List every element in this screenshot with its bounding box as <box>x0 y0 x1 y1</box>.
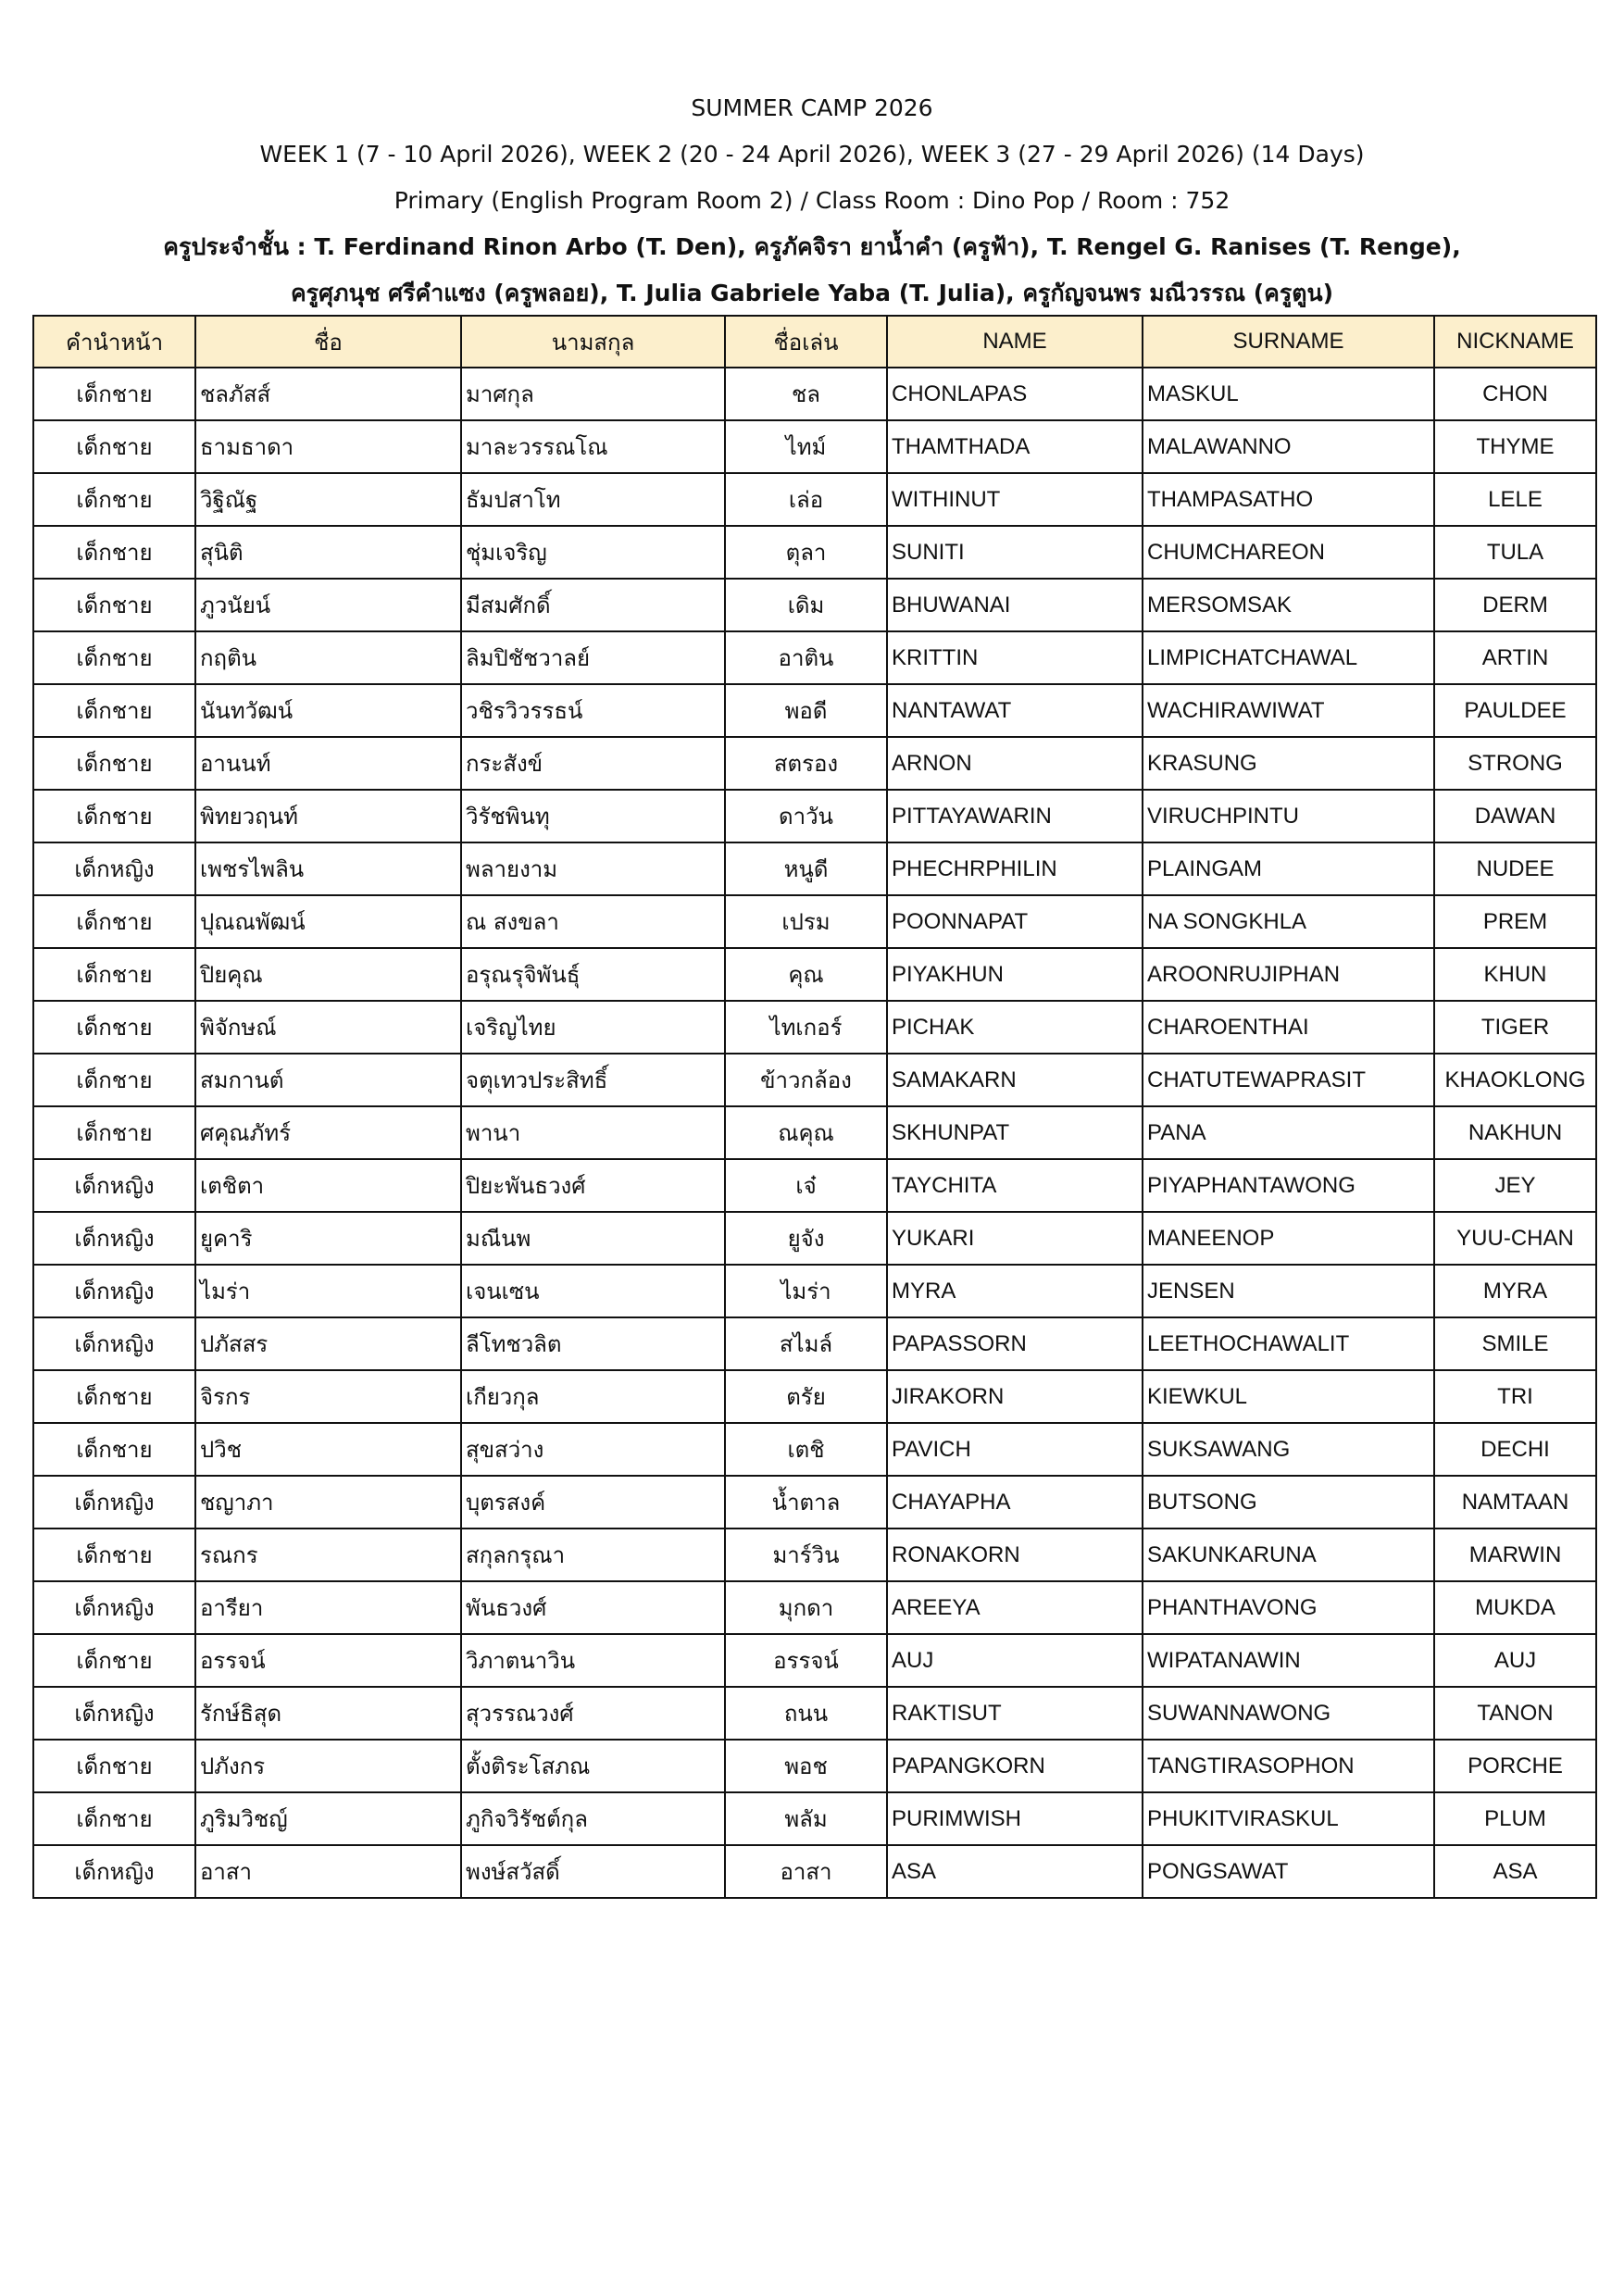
surname-cell: MANEENOP <box>1143 1212 1434 1265</box>
table-row <box>33 1740 1596 1792</box>
prefix-cell: เด็กชาย <box>33 790 195 842</box>
name-cell: PICHAK <box>887 1001 1143 1054</box>
nickname-cell: AUJ <box>1434 1634 1596 1687</box>
prefix-cell: เด็กหญิง <box>33 1159 195 1212</box>
nickname-cell: DECHI <box>1434 1423 1596 1476</box>
nickname-cell: NAKHUN <box>1434 1106 1596 1159</box>
surname-cell: CHUMCHAREON <box>1143 526 1434 579</box>
name-cell: NANTAWAT <box>887 684 1143 737</box>
thai-first-name-cell: ปุณณพัฒน์ <box>195 895 461 948</box>
thai-surname-cell: ลิมปิชัชวาลย์ <box>461 631 725 684</box>
thai-nickname-cell: เดิม <box>725 579 887 631</box>
prefix-cell: เด็กชาย <box>33 1792 195 1845</box>
camp-weeks: WEEK 1 (7 - 10 April 2026), WEEK 2 (20 - 24 April 2026), WEEK 3 (27 - 29 April 2026) (14 Days) <box>259 141 1365 168</box>
name-cell: PITTAYAWARIN <box>887 790 1143 842</box>
thai-surname-cell: มาศกุล <box>461 368 725 420</box>
thai-nickname-cell: สไมล์ <box>725 1317 887 1370</box>
name-cell: CHAYAPHA <box>887 1476 1143 1529</box>
column-header-thai-nickname: ชื่อเล่น <box>725 316 887 368</box>
thai-nickname-cell: อาสา <box>725 1845 887 1898</box>
table-row <box>33 1529 1596 1581</box>
thai-nickname-cell: ณคุณ <box>725 1106 887 1159</box>
thai-surname-cell: จตุเทวประสิทธิ์ <box>461 1054 725 1106</box>
name-cell: BHUWANAI <box>887 579 1143 631</box>
document-title: SUMMER CAMP 2026 <box>691 94 933 121</box>
thai-first-name-cell: ยูคาริ <box>195 1212 461 1265</box>
program-info: Primary (English Program Room 2) / Class Room : Dino Pop / Room : 752 <box>394 187 1230 214</box>
thai-first-name-cell: สุนิติ <box>195 526 461 579</box>
surname-cell: CHATUTEWAPRASIT <box>1143 1054 1434 1106</box>
name-cell: TAYCHITA <box>887 1159 1143 1212</box>
prefix-cell: เด็กชาย <box>33 1529 195 1581</box>
table-row <box>33 842 1596 895</box>
prefix-cell: เด็กชาย <box>33 1423 195 1476</box>
nickname-cell: JEY <box>1434 1159 1596 1212</box>
nickname-cell: ASA <box>1434 1845 1596 1898</box>
thai-nickname-cell: ชล <box>725 368 887 420</box>
prefix-cell: เด็กชาย <box>33 1634 195 1687</box>
prefix-cell: เด็กชาย <box>33 1001 195 1054</box>
thai-nickname-cell: พอช <box>725 1740 887 1792</box>
nickname-cell: KHUN <box>1434 948 1596 1001</box>
thai-nickname-cell: เตชิ <box>725 1423 887 1476</box>
table-row <box>33 1159 1596 1212</box>
table-row <box>33 1634 1596 1687</box>
thai-first-name-cell: ชลภัสส์ <box>195 368 461 420</box>
name-cell: PHECHRPHILIN <box>887 842 1143 895</box>
thai-surname-cell: พลายงาม <box>461 842 725 895</box>
table-header-row <box>33 316 1596 368</box>
name-cell: SAMAKARN <box>887 1054 1143 1106</box>
table-row <box>33 526 1596 579</box>
surname-cell: TANGTIRASOPHON <box>1143 1740 1434 1792</box>
prefix-cell: เด็กชาย <box>33 526 195 579</box>
column-header-prefix: คำนำหน้า <box>33 316 195 368</box>
nickname-cell: TANON <box>1434 1687 1596 1740</box>
thai-surname-cell: ภูกิจวิรัชต์กุล <box>461 1792 725 1845</box>
prefix-cell: เด็กหญิง <box>33 1845 195 1898</box>
nickname-cell: PORCHE <box>1434 1740 1596 1792</box>
table-row <box>33 1687 1596 1740</box>
thai-first-name-cell: อรรจน์ <box>195 1634 461 1687</box>
thai-surname-cell: มีสมศักดิ์ <box>461 579 725 631</box>
thai-nickname-cell: อรรจน์ <box>725 1634 887 1687</box>
thai-surname-cell: ปิยะพันธวงศ์ <box>461 1159 725 1212</box>
thai-first-name-cell: อานนท์ <box>195 737 461 790</box>
prefix-cell: เด็กชาย <box>33 368 195 420</box>
table-row <box>33 1265 1596 1317</box>
nickname-cell: LELE <box>1434 473 1596 526</box>
thai-nickname-cell: ไทเกอร์ <box>725 1001 887 1054</box>
thai-nickname-cell: มุกดา <box>725 1581 887 1634</box>
nickname-cell: NAMTAAN <box>1434 1476 1596 1529</box>
thai-first-name-cell: นันทวัฒน์ <box>195 684 461 737</box>
column-header-nickname: NICKNAME <box>1434 316 1596 368</box>
name-cell: CHONLAPAS <box>887 368 1143 420</box>
surname-cell: LEETHOCHAWALIT <box>1143 1317 1434 1370</box>
surname-cell: KRASUNG <box>1143 737 1434 790</box>
thai-surname-cell: ชุ่มเจริญ <box>461 526 725 579</box>
name-cell: KRITTIN <box>887 631 1143 684</box>
thai-first-name-cell: อาสา <box>195 1845 461 1898</box>
nickname-cell: MUKDA <box>1434 1581 1596 1634</box>
thai-first-name-cell: รักษ์ธิสุด <box>195 1687 461 1740</box>
prefix-cell: เด็กหญิง <box>33 1265 195 1317</box>
column-header-name: NAME <box>887 316 1143 368</box>
surname-cell: PLAINGAM <box>1143 842 1434 895</box>
thai-first-name-cell: สมกานต์ <box>195 1054 461 1106</box>
name-cell: MYRA <box>887 1265 1143 1317</box>
surname-cell: SUKSAWANG <box>1143 1423 1434 1476</box>
thai-surname-cell: พงษ์สวัสดิ์ <box>461 1845 725 1898</box>
nickname-cell: TRI <box>1434 1370 1596 1423</box>
prefix-cell: เด็กหญิง <box>33 1317 195 1370</box>
table-row <box>33 1792 1596 1845</box>
thai-first-name-cell: ศคุณภัทร์ <box>195 1106 461 1159</box>
prefix-cell: เด็กชาย <box>33 1106 195 1159</box>
nickname-cell: SMILE <box>1434 1317 1596 1370</box>
thai-surname-cell: มณีนพ <box>461 1212 725 1265</box>
nickname-cell: TULA <box>1434 526 1596 579</box>
name-cell: SKHUNPAT <box>887 1106 1143 1159</box>
thai-first-name-cell: ธามธาดา <box>195 420 461 473</box>
prefix-cell: เด็กหญิง <box>33 1687 195 1740</box>
thai-nickname-cell: ตรัย <box>725 1370 887 1423</box>
table-row <box>33 684 1596 737</box>
thai-nickname-cell: ข้าวกล้อง <box>725 1054 887 1106</box>
name-cell: POONNAPAT <box>887 895 1143 948</box>
table-row <box>33 895 1596 948</box>
thai-first-name-cell: วิฐิณัฐ <box>195 473 461 526</box>
thai-first-name-cell: รณกร <box>195 1529 461 1581</box>
thai-nickname-cell: ตุลา <box>725 526 887 579</box>
surname-cell: PANA <box>1143 1106 1434 1159</box>
table-row <box>33 1845 1596 1898</box>
homeroom-teachers-line-2: ครูศุภนุช ศรีคำแซง (ครูพลอย), T. Julia Gabriele Yaba (T. Julia), ครูกัญจนพร มณีวรรณ (ครูตูน) <box>290 280 1334 306</box>
thai-nickname-cell: เปรม <box>725 895 887 948</box>
thai-surname-cell: เจริญไทย <box>461 1001 725 1054</box>
thai-first-name-cell: ชญาภา <box>195 1476 461 1529</box>
prefix-cell: เด็กชาย <box>33 684 195 737</box>
table-row <box>33 1423 1596 1476</box>
nickname-cell: YUU-CHAN <box>1434 1212 1596 1265</box>
surname-cell: NA SONGKHLA <box>1143 895 1434 948</box>
table-row <box>33 579 1596 631</box>
thai-first-name-cell: ภูวนัยน์ <box>195 579 461 631</box>
name-cell: PAPANGKORN <box>887 1740 1143 1792</box>
surname-cell: PHUKITVIRASKUL <box>1143 1792 1434 1845</box>
table-row <box>33 1212 1596 1265</box>
nickname-cell: CHON <box>1434 368 1596 420</box>
thai-surname-cell: อรุณรุจิพันธุ์ <box>461 948 725 1001</box>
thai-nickname-cell: ไมร่า <box>725 1265 887 1317</box>
prefix-cell: เด็กชาย <box>33 579 195 631</box>
thai-surname-cell: สุวรรณวงศ์ <box>461 1687 725 1740</box>
column-header-surname: SURNAME <box>1143 316 1434 368</box>
column-header-thai-surname: นามสกุล <box>461 316 725 368</box>
thai-surname-cell: ณ สงขลา <box>461 895 725 948</box>
name-cell: AUJ <box>887 1634 1143 1687</box>
prefix-cell: เด็กหญิง <box>33 1476 195 1529</box>
prefix-cell: เด็กชาย <box>33 737 195 790</box>
thai-first-name-cell: เพชรไพลิน <box>195 842 461 895</box>
table-row <box>33 1581 1596 1634</box>
thai-first-name-cell: ปิยคุณ <box>195 948 461 1001</box>
nickname-cell: DAWAN <box>1434 790 1596 842</box>
homeroom-teachers-line-1: ครูประจำชั้น : T. Ferdinand Rinon Arbo (T. Den), ครูภัคจิรา ยาน้ำคำ (ครูฟ้า), T. Rengel G. Ranises (T. Renge), <box>163 233 1461 260</box>
thai-surname-cell: ตั้งติระโสภณ <box>461 1740 725 1792</box>
table-row <box>33 1001 1596 1054</box>
table-row <box>33 473 1596 526</box>
student-roster-table <box>32 315 1597 1899</box>
surname-cell: BUTSONG <box>1143 1476 1434 1529</box>
thai-surname-cell: เกียวกุล <box>461 1370 725 1423</box>
prefix-cell: เด็กหญิง <box>33 1581 195 1634</box>
thai-surname-cell: บุตรสงค์ <box>461 1476 725 1529</box>
name-cell: RAKTISUT <box>887 1687 1143 1740</box>
name-cell: RONAKORN <box>887 1529 1143 1581</box>
prefix-cell: เด็กชาย <box>33 1740 195 1792</box>
name-cell: PAVICH <box>887 1423 1143 1476</box>
prefix-cell: เด็กหญิง <box>33 842 195 895</box>
name-cell: ARNON <box>887 737 1143 790</box>
thai-surname-cell: สกุลกรุณา <box>461 1529 725 1581</box>
thai-surname-cell: สุขสว่าง <box>461 1423 725 1476</box>
thai-surname-cell: ลีโทชวลิต <box>461 1317 725 1370</box>
surname-cell: WACHIRAWIWAT <box>1143 684 1434 737</box>
thai-first-name-cell: อารียา <box>195 1581 461 1634</box>
table-row <box>33 1476 1596 1529</box>
thai-nickname-cell: ยูจัง <box>725 1212 887 1265</box>
surname-cell: PIYAPHANTAWONG <box>1143 1159 1434 1212</box>
name-cell: WITHINUT <box>887 473 1143 526</box>
thai-surname-cell: เจนเซน <box>461 1265 725 1317</box>
thai-first-name-cell: ไมร่า <box>195 1265 461 1317</box>
prefix-cell: เด็กชาย <box>33 631 195 684</box>
column-header-thai-first-name: ชื่อ <box>195 316 461 368</box>
table-row <box>33 1054 1596 1106</box>
table-row <box>33 420 1596 473</box>
name-cell: PAPASSORN <box>887 1317 1143 1370</box>
prefix-cell: เด็กชาย <box>33 948 195 1001</box>
thai-surname-cell: พานา <box>461 1106 725 1159</box>
thai-first-name-cell: พิทยวฤนท์ <box>195 790 461 842</box>
thai-nickname-cell: ถนน <box>725 1687 887 1740</box>
nickname-cell: MYRA <box>1434 1265 1596 1317</box>
prefix-cell: เด็กชาย <box>33 420 195 473</box>
prefix-cell: เด็กชาย <box>33 1054 195 1106</box>
prefix-cell: เด็กชาย <box>33 1370 195 1423</box>
prefix-cell: เด็กหญิง <box>33 1212 195 1265</box>
surname-cell: CHAROENTHAI <box>1143 1001 1434 1054</box>
thai-first-name-cell: ปภัสสร <box>195 1317 461 1370</box>
surname-cell: AROONRUJIPHAN <box>1143 948 1434 1001</box>
nickname-cell: PREM <box>1434 895 1596 948</box>
thai-nickname-cell: หนูดี <box>725 842 887 895</box>
thai-first-name-cell: กฤติน <box>195 631 461 684</box>
surname-cell: LIMPICHATCHAWAL <box>1143 631 1434 684</box>
surname-cell: VIRUCHPINTU <box>1143 790 1434 842</box>
surname-cell: PHANTHAVONG <box>1143 1581 1434 1634</box>
surname-cell: KIEWKUL <box>1143 1370 1434 1423</box>
table-row <box>33 1317 1596 1370</box>
thai-nickname-cell: พอดี <box>725 684 887 737</box>
nickname-cell: PLUM <box>1434 1792 1596 1845</box>
thai-nickname-cell: เล่อ <box>725 473 887 526</box>
thai-surname-cell: ธัมปสาโท <box>461 473 725 526</box>
surname-cell: THAMPASATHO <box>1143 473 1434 526</box>
nickname-cell: DERM <box>1434 579 1596 631</box>
name-cell: PIYAKHUN <box>887 948 1143 1001</box>
thai-nickname-cell: สตรอง <box>725 737 887 790</box>
thai-nickname-cell: ไทม์ <box>725 420 887 473</box>
table-row <box>33 631 1596 684</box>
nickname-cell: STRONG <box>1434 737 1596 790</box>
table-row <box>33 1106 1596 1159</box>
prefix-cell: เด็กชาย <box>33 895 195 948</box>
thai-surname-cell: พันธวงศ์ <box>461 1581 725 1634</box>
thai-surname-cell: วิภาตนาวิน <box>461 1634 725 1687</box>
thai-first-name-cell: ภูริมวิชญ์ <box>195 1792 461 1845</box>
thai-surname-cell: วิรัชพินทุ <box>461 790 725 842</box>
name-cell: PURIMWISH <box>887 1792 1143 1845</box>
name-cell: JIRAKORN <box>887 1370 1143 1423</box>
thai-surname-cell: วชิรวิวรรธน์ <box>461 684 725 737</box>
nickname-cell: THYME <box>1434 420 1596 473</box>
thai-nickname-cell: น้ำตาล <box>725 1476 887 1529</box>
name-cell: AREEYA <box>887 1581 1143 1634</box>
table-row <box>33 948 1596 1001</box>
name-cell: SUNITI <box>887 526 1143 579</box>
thai-nickname-cell: พลัม <box>725 1792 887 1845</box>
thai-nickname-cell: มาร์วิน <box>725 1529 887 1581</box>
thai-nickname-cell: เจ๋ <box>725 1159 887 1212</box>
nickname-cell: TIGER <box>1434 1001 1596 1054</box>
surname-cell: PONGSAWAT <box>1143 1845 1434 1898</box>
surname-cell: SAKUNKARUNA <box>1143 1529 1434 1581</box>
surname-cell: MALAWANNO <box>1143 420 1434 473</box>
name-cell: YUKARI <box>887 1212 1143 1265</box>
table-body <box>33 368 1596 1898</box>
nickname-cell: MARWIN <box>1434 1529 1596 1581</box>
table-row <box>33 1370 1596 1423</box>
thai-first-name-cell: พิจักษณ์ <box>195 1001 461 1054</box>
document-header <box>0 85 1624 317</box>
nickname-cell: PAULDEE <box>1434 684 1596 737</box>
nickname-cell: ARTIN <box>1434 631 1596 684</box>
thai-nickname-cell: อาติน <box>725 631 887 684</box>
surname-cell: WIPATANAWIN <box>1143 1634 1434 1687</box>
thai-first-name-cell: จิรกร <box>195 1370 461 1423</box>
thai-first-name-cell: ปวิช <box>195 1423 461 1476</box>
thai-nickname-cell: ดาวัน <box>725 790 887 842</box>
name-cell: THAMTHADA <box>887 420 1143 473</box>
surname-cell: MERSOMSAK <box>1143 579 1434 631</box>
surname-cell: MASKUL <box>1143 368 1434 420</box>
name-cell: ASA <box>887 1845 1143 1898</box>
thai-first-name-cell: เตชิตา <box>195 1159 461 1212</box>
surname-cell: JENSEN <box>1143 1265 1434 1317</box>
surname-cell: SUWANNAWONG <box>1143 1687 1434 1740</box>
table-row <box>33 790 1596 842</box>
nickname-cell: NUDEE <box>1434 842 1596 895</box>
prefix-cell: เด็กชาย <box>33 473 195 526</box>
table-row <box>33 737 1596 790</box>
thai-surname-cell: กระสังข์ <box>461 737 725 790</box>
thai-first-name-cell: ปภังกร <box>195 1740 461 1792</box>
nickname-cell: KHAOKLONG <box>1434 1054 1596 1106</box>
thai-surname-cell: มาละวรรณโณ <box>461 420 725 473</box>
table-row <box>33 368 1596 420</box>
thai-nickname-cell: คุณ <box>725 948 887 1001</box>
